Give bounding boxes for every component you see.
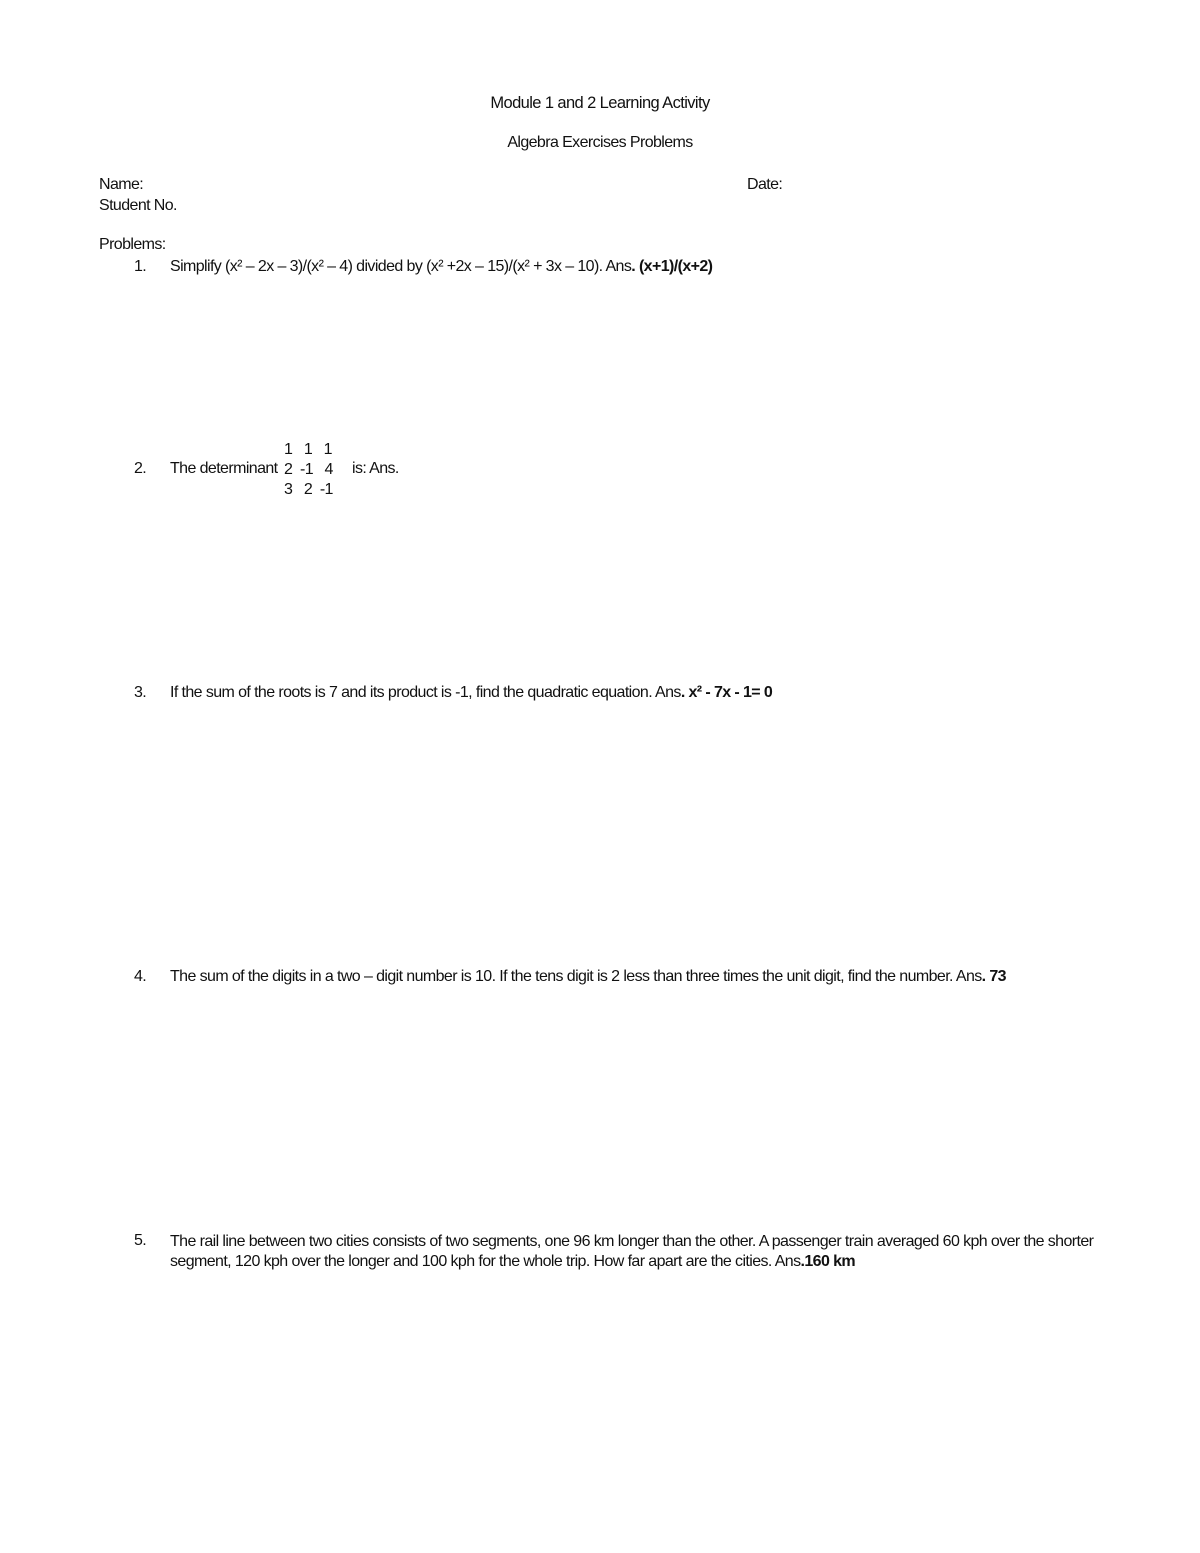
problem-4-number: 4. (134, 968, 147, 985)
matrix-row: 3 2 -1 (284, 481, 333, 498)
problem-2-text-after: is: Ans. (352, 460, 399, 477)
problem-3-text (170, 684, 772, 702)
matrix-row: 1 1 1 (284, 441, 332, 458)
document-subtitle: Algebra Exercises Problems (507, 134, 693, 151)
document-title: Module 1 and 2 Learning Activity (490, 94, 710, 112)
problem-5-text (170, 1232, 1120, 1272)
problems-heading: Problems: (99, 236, 166, 253)
matrix-row: 2 -1 4 (284, 461, 333, 478)
problem-3-answer: . x² - 7x - 1= 0 (680, 684, 773, 701)
problem-4-question: The sum of the digits in a two – digit number is 10. If the tens digit is 2 less than three times the unit digit, find the number. Ans (170, 968, 982, 985)
problem-2-number: 2. (134, 460, 147, 477)
problem-3-question: If the sum of the roots is 7 and its product is -1, find the quadratic equation. Ans (170, 684, 681, 701)
problem-1-text (170, 258, 712, 276)
problem-1-number: 1. (134, 258, 147, 275)
problem-2-text-before: The determinant (170, 460, 278, 477)
problem-5-number: 5. (134, 1232, 147, 1249)
problem-4-answer: . 73 (981, 968, 1006, 985)
determinant-matrix (284, 440, 333, 500)
problem-5-answer: .160 km (800, 1253, 856, 1270)
date-label: Date: (747, 176, 783, 193)
problem-4-text (170, 968, 1006, 986)
problem-1-answer: . (x+1)/(x+2) (631, 258, 713, 275)
problem-5-question: The rail line between two cities consists of two segments, one 96 km longer than the other. A passenger train averaged 60 kph over the shorter segment, 120 kph over the longer and 100 kph for the whole trip. How far apart are the cities. Ans (170, 1233, 1094, 1270)
student-no-label: Student No. (99, 197, 177, 214)
name-label: Name: (99, 176, 144, 193)
problem-3-number: 3. (134, 684, 147, 701)
problem-1-question: Simplify (x² – 2x – 3)/(x² – 4) divided by (x² +2x – 15)/(x² + 3x – 10). Ans (170, 258, 632, 275)
